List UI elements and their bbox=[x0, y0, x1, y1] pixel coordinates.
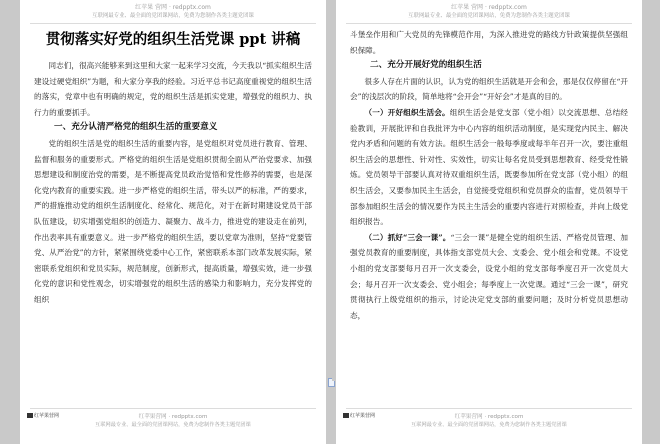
subsection-body: “三会一课”是健全党的组织生活、严格党员管理、加强党员教育的重要制度，具体指支部党员大会、支委会、党小组会和党课。不设党小组的党支部要每月召开一次支委会，设党小组的党支部每季度召开一次党员大会；每月召开一次支委会、党小组会；每季度上一次党课。通过“三会一课”，研究贯彻执行上级党组织的指示，讨论决定党支部的重要问题；及时分析党员思想动态， bbox=[350, 232, 628, 320]
subsection-body: 组织生活会是党支部（党小组）以交流思想、总结经验教训，开展批评和自我批评为中心内容的组织活动制度，是实现党内民主、解决党内矛盾和问题的有效方法。组织生活会一般每季度或每半年召开一次，要注重组织生活会的思想性、针对性、实效性，切实让每名党员受到思想教育、经受党性锻炼。党员领导干部要认真对待双重组织生活，既要参加所在党支部（党小组）的组织生活会，又要参加民主生活会，自觉接受党组织和党员群众的监督，党员领导干部参加组织生活会的情况要作为民主生活会的重要内容进行对照检查，并向上级党组织报告。 bbox=[350, 107, 629, 227]
header-tagline: 互联网最专业、最全面的党团课网站，免费为您制作各类主题党团课 bbox=[408, 13, 570, 19]
header-divider bbox=[30, 23, 316, 24]
document-page-right bbox=[336, 0, 642, 444]
page-body bbox=[20, 30, 326, 308]
page-footer bbox=[336, 408, 642, 444]
footer-tagline: 互联网最专业、最全面的党团课网站，免费为您制作各类主题党团课 bbox=[411, 422, 567, 428]
header-site: 红苹果 营网 · redpptx.com bbox=[135, 4, 211, 11]
footer-site: 红苹果营网 · redpptx.com bbox=[454, 414, 524, 420]
subsection-heading: （一）开好组织生活会。 bbox=[364, 107, 450, 117]
section-heading: 一、充分认清严格党的组织生活的重要意义 bbox=[54, 122, 218, 133]
footer-site: 红苹果营网 · redpptx.com bbox=[138, 414, 208, 420]
document-title: 贯彻落实好党的组织生活党课 ppt 讲稿 bbox=[45, 31, 301, 48]
paragraph: 同志们，很高兴能够来到这里和大家一起来学习交流，今天我以“抓实组织生活 建设过硬党组织”为题，和大家分享我的经验。习近平总书记高度重视党的组织生活的落实，党章中也有明确的规定，党的组织生活是抓实党建，增强党的组织力、执行力的重要抓手。 bbox=[34, 61, 312, 117]
page-header bbox=[20, 0, 326, 21]
header-site: 红苹果 营网 · redpptx.com bbox=[451, 4, 527, 11]
paragraph bbox=[350, 105, 628, 230]
page-header bbox=[336, 0, 642, 21]
header-tagline: 互联网最专业、最全面的党团课网站，免费为您制作各类主题党团课 bbox=[92, 13, 254, 19]
paragraph: 很多人存在片面的认识，认为党的组织生活就是开会和会，那是仅仅停留在“开会”的浅层次的阶段，简单地将“会开会”“开好会”才是真的目的。 bbox=[350, 76, 628, 102]
footer-text bbox=[20, 409, 326, 429]
document-page-left bbox=[20, 0, 326, 444]
paragraph bbox=[350, 230, 628, 324]
footer-tagline: 互联网最专业、最全面的党团课网站，免费为您制作各类主题党团课 bbox=[95, 422, 251, 428]
section-heading: 二、充分开展好党的组织生活 bbox=[370, 60, 482, 71]
logo-icon bbox=[343, 413, 349, 418]
paragraph: 党的组织生活是党的组织生活的重要内容，是党组织对党员进行教育、管理、监督和服务的重要形式。严格党的组织生活是党组织贯彻全面从严治党要求、加强思想建设和制度治党的需要，是不断提高党员政治觉悟和党性修养的需要，也是深化党内教育的重要实践。进一步严格党的组织生活，带头以严的标准，严的要求，严的措施推动党的组织生活制度化、经常化、规范化，对于在新时期建设党员干部队伍建设，切实增强党组织的创造力、凝聚力、战斗力，推进党的建设走在前列，作出表率具有重要意义。进一步严格党的组织生活，要以党章为准则，坚持“党要管党、从严治党”的方针，紧紧围绕党委中心工作，紧密联系本部门改革发展实际，紧密联系党组织和党员实际，规范制度，创新形式，提高质量，增强实效，进一步强化党的意识和党性观念，切实增强党的组织生活的感染力和影响力，充分发挥党的组织 bbox=[34, 138, 312, 304]
subsection-heading: （二）抓好“三会一课”。 bbox=[364, 232, 451, 242]
logo-icon bbox=[27, 413, 33, 418]
page-footer bbox=[20, 408, 326, 444]
footer-logo bbox=[343, 412, 375, 419]
footer-logo bbox=[27, 412, 59, 419]
logo-text: 红苹果营网 bbox=[350, 413, 376, 419]
page-body bbox=[336, 24, 642, 323]
document-icon[interactable] bbox=[328, 378, 335, 387]
footer-text bbox=[336, 409, 642, 429]
logo-text: 红苹果营网 bbox=[34, 413, 60, 419]
paragraph: 斗堡垒作用和广大党员的先锋模范作用，为深入推进党的路线方针政策提供坚强组织保障。 bbox=[350, 30, 628, 55]
